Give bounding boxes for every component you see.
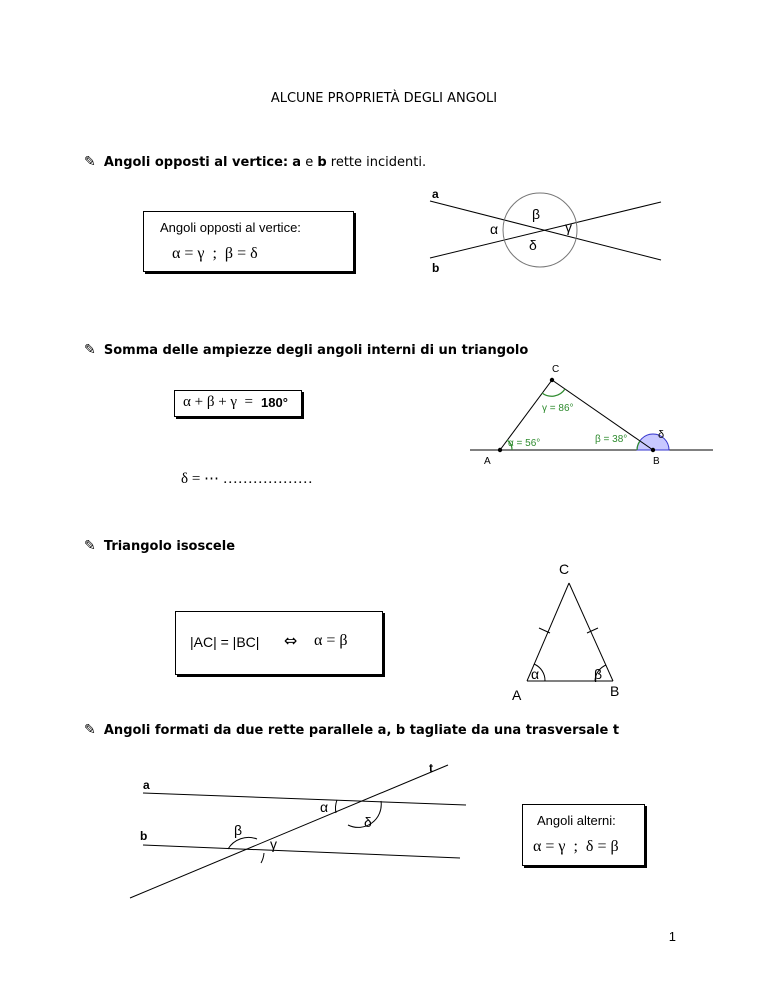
section-heading-parallel-lines xyxy=(84,722,619,738)
label-A: A xyxy=(512,687,522,703)
point-C xyxy=(550,378,554,382)
label-alpha: α xyxy=(531,666,540,682)
label-B: B xyxy=(653,456,660,467)
box-formula: α = γ ; δ = β xyxy=(533,838,619,855)
label-delta: δ xyxy=(364,814,372,830)
line-b xyxy=(143,845,460,858)
heading-text: Angoli formati da due rette parallele a, b tagliate da una trasversale t xyxy=(103,723,620,738)
tick-BC xyxy=(587,628,598,633)
opposite-angles-figure xyxy=(410,188,670,278)
iso-formula-right: α = β xyxy=(314,632,348,649)
iso-formula-left: |AC| = |BC| xyxy=(190,634,260,650)
alternate-angles-box xyxy=(522,804,645,866)
line-b xyxy=(430,202,661,258)
heading-text: Triangolo isoscele xyxy=(103,539,236,554)
section-heading-triangle-sum xyxy=(84,342,528,358)
label-b: b xyxy=(432,261,440,275)
transversal-t xyxy=(130,765,448,898)
label-alpha: α xyxy=(320,799,329,815)
isosceles-figure xyxy=(500,555,640,705)
gamma-arc xyxy=(261,853,264,863)
hand-pointing-icon: ✎ xyxy=(84,722,96,738)
heading-bold: Angoli opposti al vertice: xyxy=(103,155,289,170)
label-gamma: γ xyxy=(565,219,572,235)
label-B: B xyxy=(610,683,620,699)
parallel-lines-figure xyxy=(120,755,480,905)
point-A xyxy=(498,448,502,452)
label-beta: β = 38° xyxy=(595,434,628,445)
section-heading-opposite-angles xyxy=(84,154,426,170)
line-a xyxy=(143,793,466,805)
label-beta: β xyxy=(594,666,603,682)
hand-pointing-icon: ✎ xyxy=(84,154,96,170)
label-delta: δ xyxy=(529,237,537,253)
label-gamma: γ = 86° xyxy=(542,403,574,414)
heading-text: Somma delle ampiezze degli angoli interni di un triangolo xyxy=(103,343,529,358)
isosceles-box xyxy=(175,611,383,675)
page-title: ALCUNE PROPRIETÀ DEGLI ANGOLI xyxy=(270,91,498,106)
beta-arc xyxy=(228,837,257,849)
box-formula: α = γ ; β = δ xyxy=(172,245,258,262)
opposite-angles-box xyxy=(143,211,354,272)
label-beta: β xyxy=(234,822,243,838)
iff-arrow-icon: ⇔ xyxy=(284,631,298,650)
label-A: A xyxy=(484,456,491,467)
label-a: a xyxy=(432,188,439,201)
point-B xyxy=(651,448,655,452)
sum-formula-right: 180° xyxy=(261,395,288,410)
label-a: a xyxy=(143,778,150,792)
label-C: C xyxy=(559,561,570,577)
heading-a: a xyxy=(292,155,302,170)
gamma-arc xyxy=(542,389,565,396)
label-beta: β xyxy=(532,206,541,222)
hand-pointing-icon: ✎ xyxy=(84,342,96,358)
label-gamma: γ xyxy=(270,836,277,852)
page-number: 1 xyxy=(668,929,676,944)
label-alpha: α xyxy=(490,221,499,237)
delta-fill-in: δ = ⋯ ……………… xyxy=(181,471,313,487)
box-title: Angoli opposti al vertice: xyxy=(160,220,301,235)
label-b: b xyxy=(140,829,148,843)
label-delta: δ xyxy=(658,429,665,441)
heading-rest: rette incidenti. xyxy=(330,155,427,170)
heading-e: e xyxy=(305,155,314,170)
box-title: Angoli alterni: xyxy=(537,813,616,828)
triangle-sum-box xyxy=(174,390,302,417)
label-C: C xyxy=(552,364,560,375)
label-alpha: α = 56° xyxy=(508,438,541,449)
section-heading-isosceles xyxy=(84,538,235,554)
sum-formula-left: α + β + γ = xyxy=(183,394,253,410)
triangle-sum-figure xyxy=(460,360,720,472)
heading-b: b xyxy=(317,155,327,170)
label-t: t xyxy=(429,761,433,775)
hand-pointing-icon: ✎ xyxy=(84,538,96,554)
